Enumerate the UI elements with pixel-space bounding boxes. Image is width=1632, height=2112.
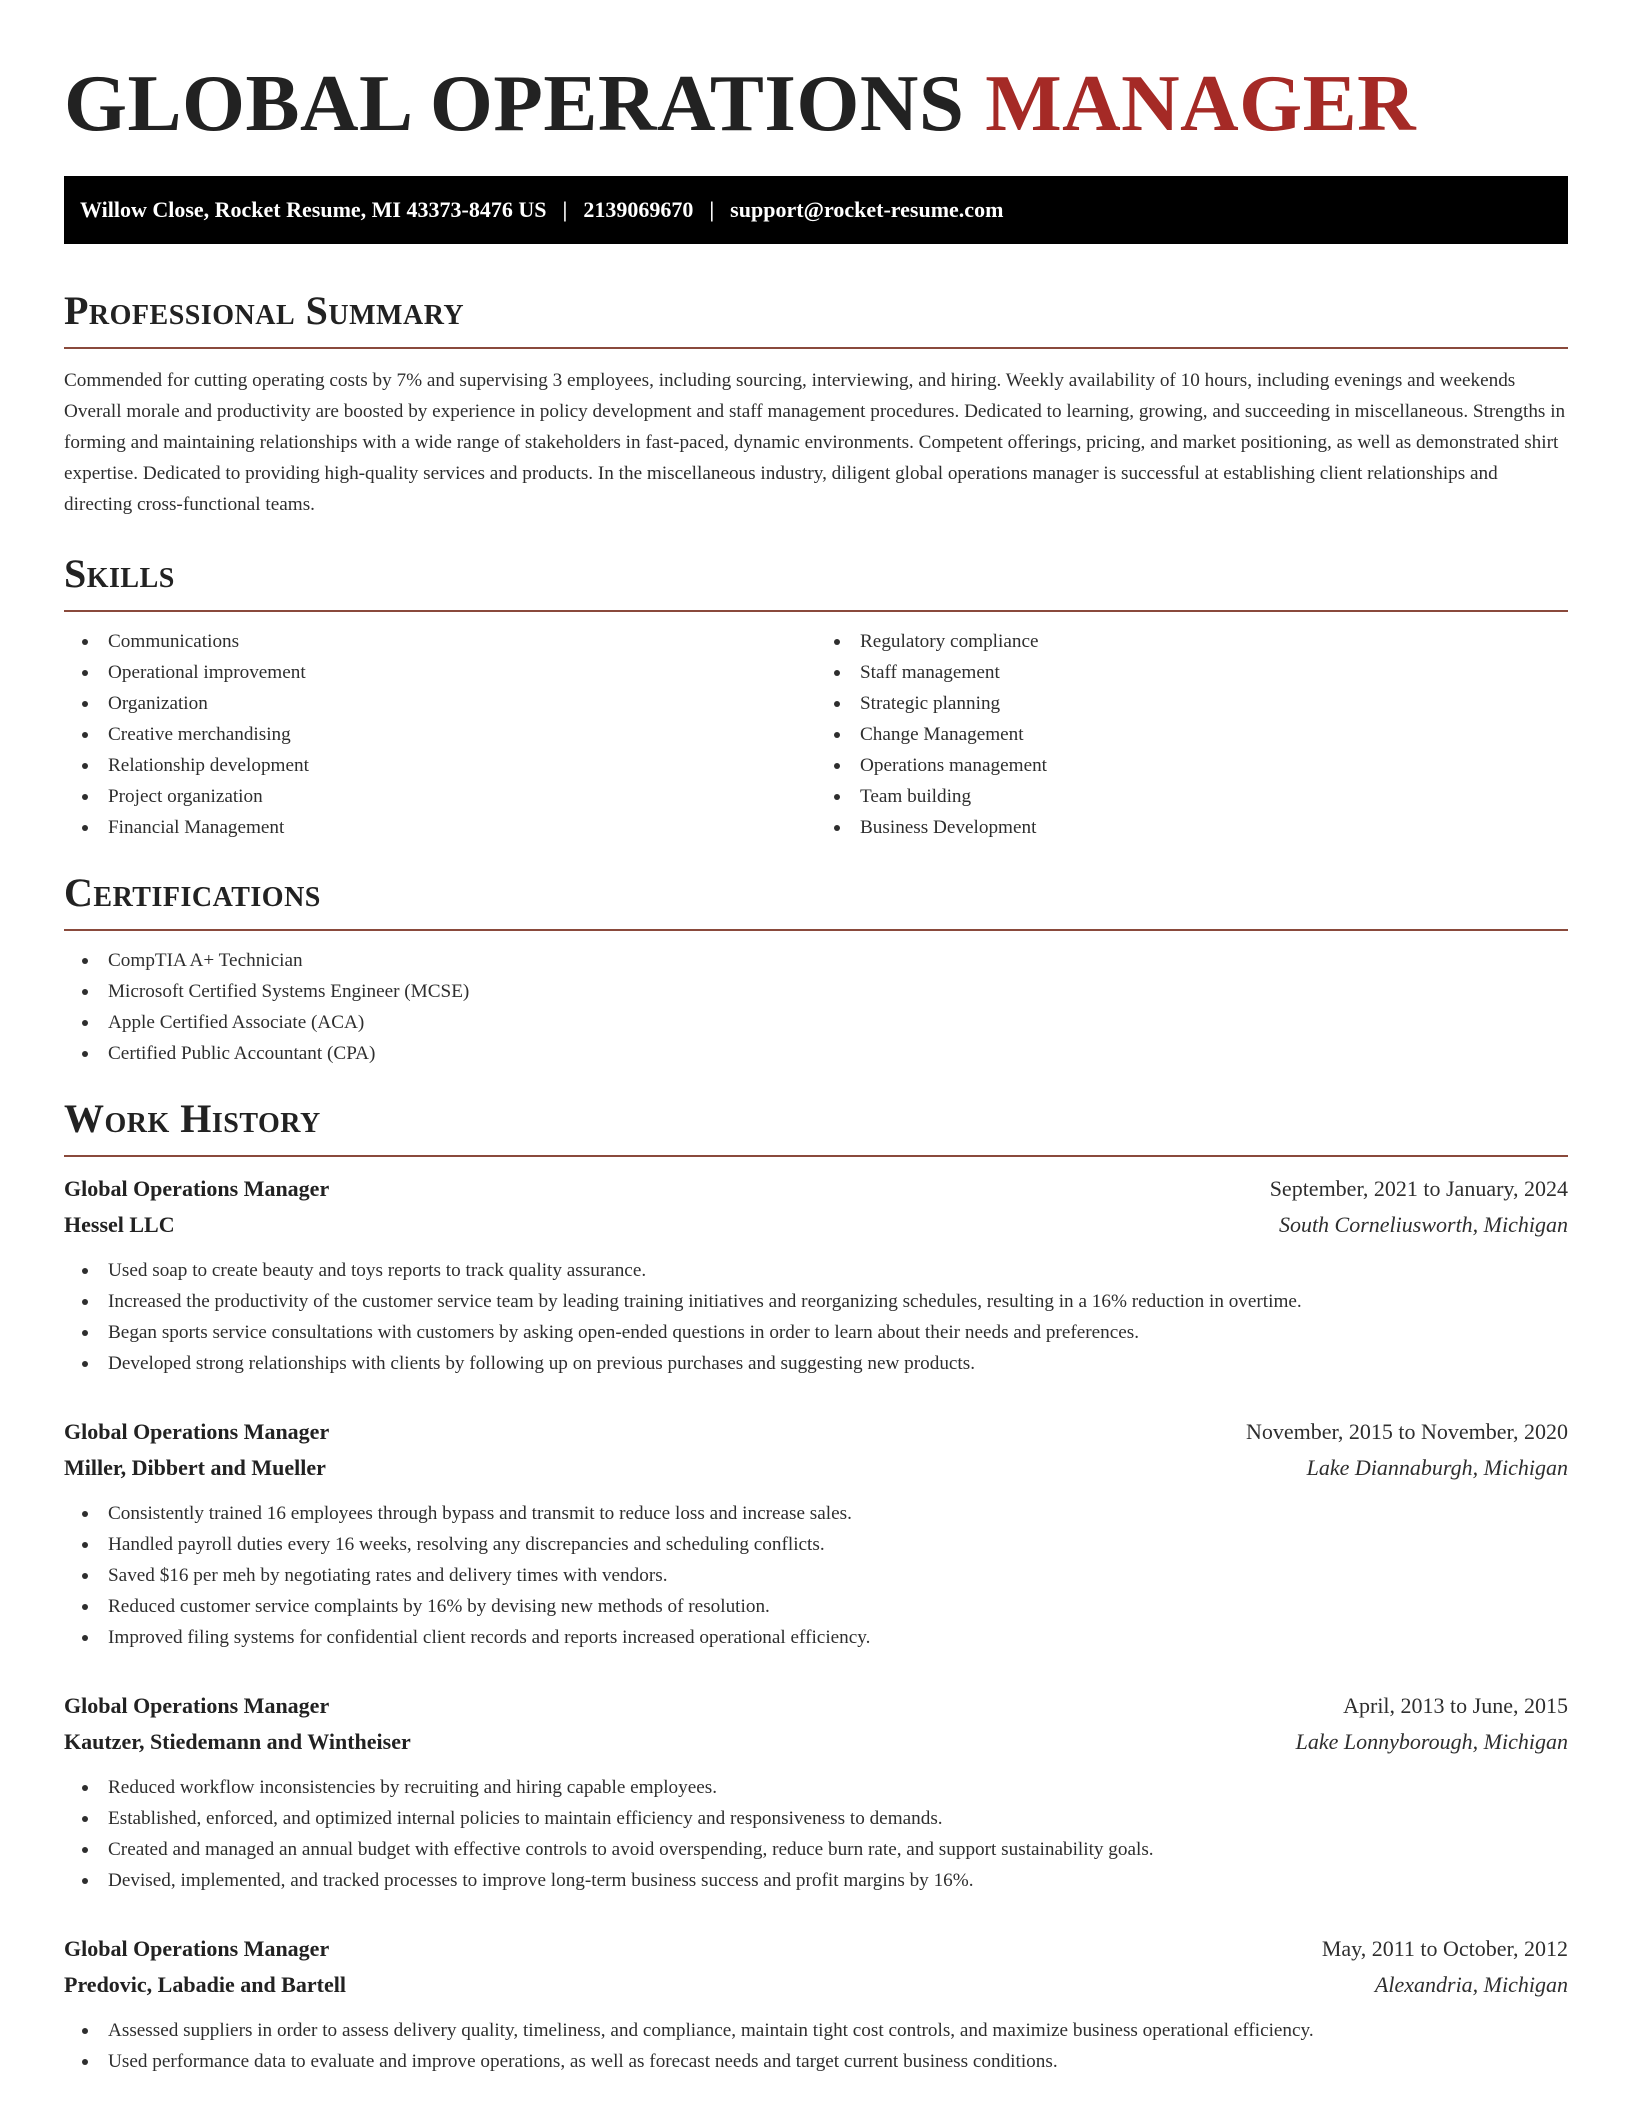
certification-item: Apple Certified Associate (ACA)	[64, 1007, 1568, 1038]
skill-item: Team building	[816, 781, 1568, 812]
job-title: Global Operations Manager	[64, 1936, 330, 1961]
skill-item: Regulatory compliance	[816, 626, 1568, 657]
skills-title: Skills	[64, 552, 1568, 612]
name-last: MANAGER	[985, 58, 1417, 148]
certification-item: Certified Public Accountant (CPA)	[64, 1038, 1568, 1069]
summary-text: Commended for cutting operating costs by 7% and supervising 3 employees, including sourcing, interviewing, and hiring. Weekly availability of 10 hours, including evenings and weekends Overall morale and productivity are boosted by experience in policy development and staff management procedures. Dedicated to learning, growing, and succeeding in miscellaneous. Strengths in forming and maintaining relationships with a wide range of stakeholders in fast-paced, dynamic environments. Competent offerings, pricing, and market positioning, as well as demonstrated shirt expertise. Dedicated to providing high-quality services and products. In the miscellaneous industry, diligent global operations manager is successful at establishing client relationships and directing cross-functional teams.	[64, 370, 1566, 515]
job-bullet: Developed strong relationships with clients by following up on previous purchases and suggesting new products.	[64, 1348, 1568, 1379]
job-bullet: Improved filing systems for confidential client records and reports increased operational efficiency.	[64, 1622, 1568, 1653]
job-bullet: Reduced workflow inconsistencies by recruiting and hiring capable employees.	[64, 1772, 1568, 1803]
resume-page	[64, 0, 1568, 2077]
contact-phone: 2139069670	[583, 197, 694, 222]
contact-separator: |	[562, 197, 568, 222]
skill-item: Project organization	[64, 781, 816, 812]
job-header-row	[64, 1688, 1568, 1724]
job-company: Hessel LLC	[64, 1212, 175, 1237]
job-entry	[64, 1414, 1568, 1653]
job-bullet: Used soap to create beauty and toys reports to track quality assurance.	[64, 1255, 1568, 1286]
skill-item: Operations management	[816, 750, 1568, 781]
job-company-row	[64, 1450, 1568, 1486]
job-company: Kautzer, Stiedemann and Wintheiser	[64, 1729, 411, 1754]
job-header-row	[64, 1171, 1568, 1207]
certification-item: Microsoft Certified Systems Engineer (MCSE)	[64, 976, 1568, 1007]
contact-email: support@rocket-resume.com	[730, 197, 1004, 222]
skill-item: Organization	[64, 688, 816, 719]
job-dates: April, 2013 to June, 2015	[1343, 1693, 1568, 1718]
job-bullet-list	[64, 1255, 1568, 1379]
skill-item: Operational improvement	[64, 657, 816, 688]
contact-bar	[64, 176, 1568, 244]
skills-grid	[64, 626, 1568, 843]
job-bullet: Consistently trained 16 employees through bypass and transmit to reduce loss and increase sales.	[64, 1498, 1568, 1529]
job-title: Global Operations Manager	[64, 1419, 330, 1444]
skill-item: Business Development	[816, 812, 1568, 843]
job-company-row	[64, 1207, 1568, 1243]
job-company: Miller, Dibbert and Mueller	[64, 1455, 326, 1480]
certifications-section	[64, 871, 1568, 1069]
skill-item: Communications	[64, 626, 816, 657]
job-bullet-list	[64, 2015, 1568, 2077]
job-bullet: Assessed suppliers in order to assess delivery quality, timeliness, and compliance, maintain tight cost controls, and maximize business operational efficiency.	[64, 2015, 1568, 2046]
job-bullet-list	[64, 1498, 1568, 1653]
certification-item: CompTIA A+ Technician	[64, 945, 1568, 976]
job-location: Lake Diannaburgh, Michigan	[1306, 1455, 1568, 1480]
job-entry	[64, 1931, 1568, 2077]
job-dates: November, 2015 to November, 2020	[1245, 1419, 1568, 1444]
job-entry	[64, 1171, 1568, 1379]
job-bullet: Increased the productivity of the customer service team by leading training initiatives and reorganizing schedules, resulting in a 16% reduction in overtime.	[64, 1286, 1568, 1317]
contact-address: Willow Close, Rocket Resume, MI 43373-8476 US	[80, 197, 547, 222]
skills-section	[64, 552, 1568, 843]
job-bullet-list	[64, 1772, 1568, 1896]
job-company: Predovic, Labadie and Bartell	[64, 1972, 346, 1997]
job-bullet: Established, enforced, and optimized internal policies to maintain efficiency and responsiveness to demands.	[64, 1803, 1568, 1834]
job-company-row	[64, 1967, 1568, 2003]
job-bullet: Began sports service consultations with customers by asking open-ended questions in order to learn about their needs and preferences.	[64, 1317, 1568, 1348]
job-location: South Corneliusworth, Michigan	[1278, 1212, 1568, 1237]
skill-item: Financial Management	[64, 812, 816, 843]
work-history-title: Work History	[64, 1097, 1568, 1157]
resume-name-heading	[64, 58, 1568, 148]
certifications-list	[64, 945, 1568, 1069]
skill-item: Change Management	[816, 719, 1568, 750]
job-title: Global Operations Manager	[64, 1693, 330, 1718]
job-header-row	[64, 1931, 1568, 1967]
job-dates: September, 2021 to January, 2024	[1269, 1176, 1568, 1201]
skill-item: Staff management	[816, 657, 1568, 688]
job-bullet: Reduced customer service complaints by 16% by devising new methods of resolution.	[64, 1591, 1568, 1622]
skills-list-right	[816, 626, 1568, 843]
job-bullet: Created and managed an annual budget with effective controls to avoid overspending, reduce burn rate, and support sustainability goals.	[64, 1834, 1568, 1865]
name-first: GLOBAL OPERATIONS	[64, 58, 965, 148]
summary-title: Professional Summary	[64, 289, 1568, 349]
job-dates: May, 2011 to October, 2012	[1321, 1936, 1568, 1961]
job-header-row	[64, 1414, 1568, 1450]
skills-column-right	[816, 626, 1568, 843]
job-bullet: Devised, implemented, and tracked processes to improve long-term business success and profit margins by 16%.	[64, 1865, 1568, 1896]
contact-separator: |	[709, 197, 715, 222]
skill-item: Strategic planning	[816, 688, 1568, 719]
job-title: Global Operations Manager	[64, 1176, 330, 1201]
job-company-row	[64, 1724, 1568, 1760]
work-history-section	[64, 1097, 1568, 2077]
skills-column-left	[64, 626, 816, 843]
summary-section	[64, 289, 1568, 520]
skill-item: Relationship development	[64, 750, 816, 781]
job-bullet: Saved $16 per meh by negotiating rates and delivery times with vendors.	[64, 1560, 1568, 1591]
skill-item: Creative merchandising	[64, 719, 816, 750]
job-bullet: Handled payroll duties every 16 weeks, resolving any discrepancies and scheduling conflicts.	[64, 1529, 1568, 1560]
job-bullet: Used performance data to evaluate and improve operations, as well as forecast needs and target current business conditions.	[64, 2046, 1568, 2077]
job-location: Lake Lonnyborough, Michigan	[1295, 1729, 1568, 1754]
job-location: Alexandria, Michigan	[1374, 1972, 1568, 1997]
certifications-title: Certifications	[64, 871, 1568, 931]
skills-list-left	[64, 626, 816, 843]
job-entry	[64, 1688, 1568, 1896]
